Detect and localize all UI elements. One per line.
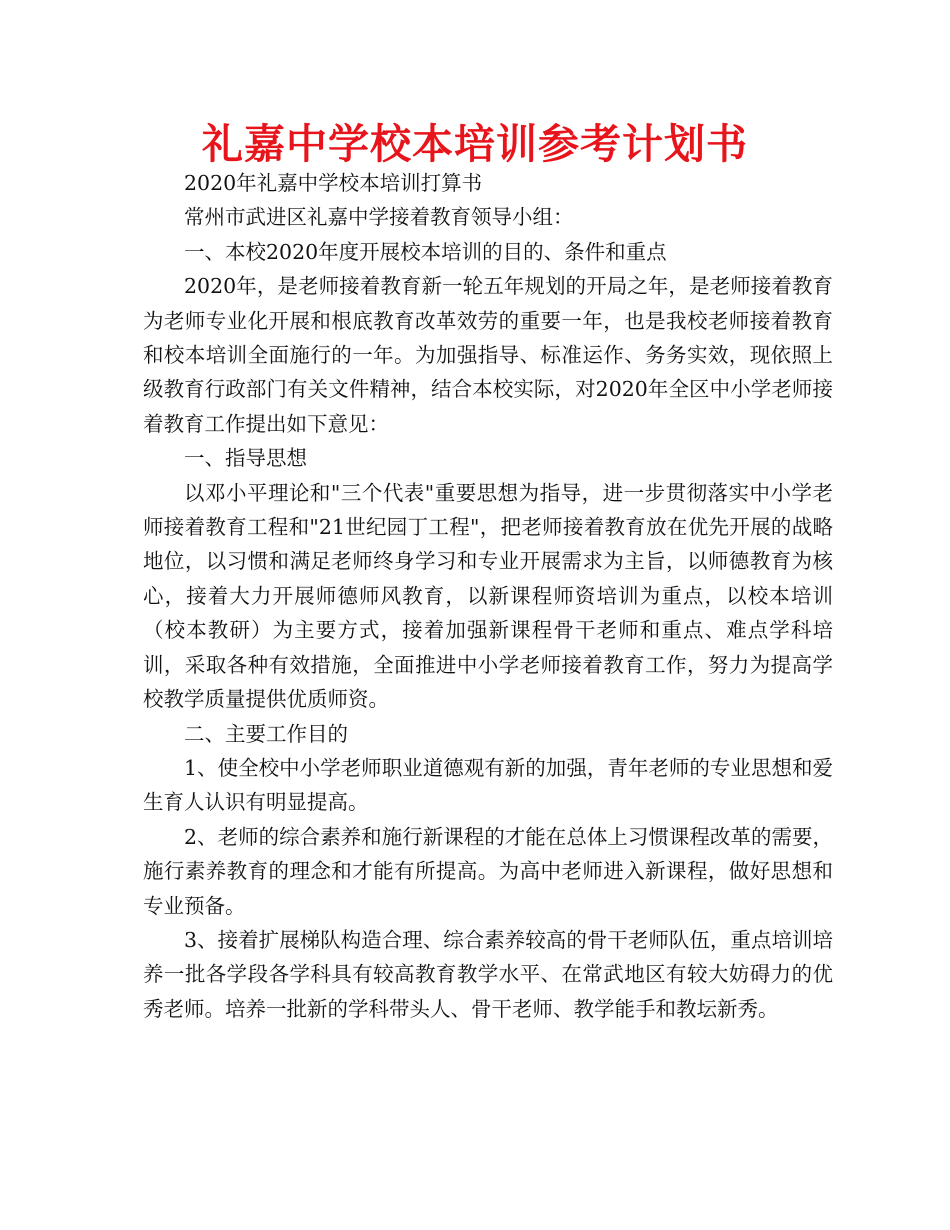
document-body — [143, 166, 833, 1026]
paragraph: 2020年，是老师接着教育新一轮五年规划的开局之年，是老师接着教育为老师专业化开展和根底教育改革效劳的重要一年，也是我校老师接着教育和校本培训全面施行的一年。为加强指导、标准运作、务务实效，现依照上级教育行政部门有关文件精神，结合本校实际，对2020年全区中小学老师接着教育工作提出如下意见： — [143, 274, 833, 436]
section-heading: 一、本校2020年度开展校本培训的目的、条件和重点 — [184, 239, 667, 264]
paragraph: 以邓小平理论和"三个代表"重要思想为指导，进一步贯彻落实中小学老师接着教育工程和"21世纪园丁工程"，把老师接着教育放在优先开展的战略地位，以习惯和满足老师终身学习和专业开展需求为主旨，以师德教育为核心，接着大力开展师德师风教育，以新课程师资培训为重点，以校本培训（校本教研）为主要方式，接着加强新课程骨干老师和重点、难点学科培训，采取各种有效措施，全面推进中小学老师接着教育工作，努力为提高学校教学质量提供优质师资。 — [143, 480, 833, 712]
paragraph: 常州市武进区礼嘉中学接着教育领导小组： — [184, 205, 574, 230]
paragraph: 3、接着扩展梯队构造合理、综合素养较高的骨干老师队伍，重点培训培养一批各学段各学科具有较高教育教学水平、在常武地区有较大妨碍力的优秀老师。培养一批新的学科带头人、骨干老师、教学能手和教坛新秀。 — [143, 927, 833, 1021]
paragraph: 1、使全校中小学老师职业道德观有新的加强，青年老师的专业思想和爱生育人认识有明显提高。 — [143, 755, 833, 815]
section-heading: 二、主要工作目的 — [184, 721, 348, 746]
paragraph: 2、老师的综合素养和施行新课程的才能在总体上习惯课程改革的需要，施行素养教育的理念和才能有所提高。为高中老师进入新课程，做好思想和专业预备。 — [143, 824, 833, 918]
document-title: 礼嘉中学校本培训参考计划书 — [202, 120, 748, 168]
paragraph: 2020年礼嘉中学校本培训打算书 — [184, 171, 483, 195]
section-heading: 一、指导思想 — [184, 446, 307, 471]
